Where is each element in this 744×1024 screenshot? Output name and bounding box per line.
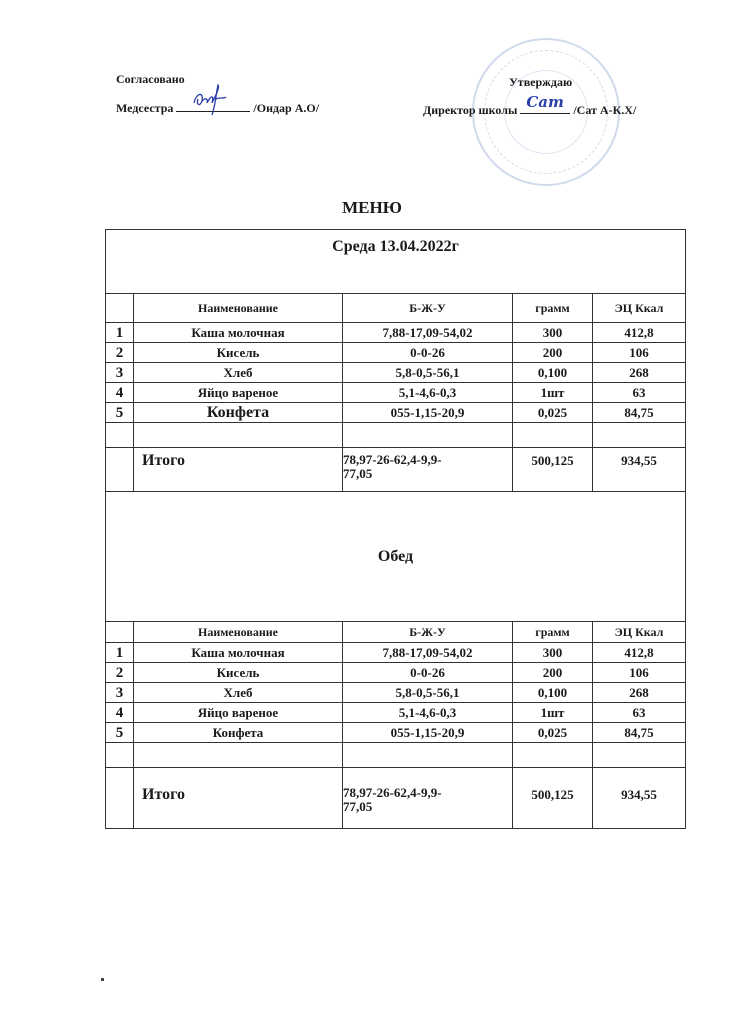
cell-kcal: 63 <box>592 702 686 723</box>
cell-bju: 0-0-26 <box>342 662 513 683</box>
total-label: Итого <box>133 447 343 492</box>
nurse-signature-line <box>176 99 250 112</box>
cell-gram: 200 <box>512 342 593 363</box>
cell-kcal: 106 <box>592 342 686 363</box>
total-bju-line2: 77,05 <box>343 466 373 481</box>
header-col-gram: грамм <box>512 621 593 643</box>
cell-name: Каша молочная <box>133 322 343 343</box>
nurse-role-label: Медсестра <box>116 101 174 115</box>
cell-n: 3 <box>105 362 134 383</box>
document-title: МЕНЮ <box>342 198 402 217</box>
cell-n: 4 <box>105 382 134 403</box>
cell-kcal: 84,75 <box>592 722 686 743</box>
cell-kcal: 63 <box>592 382 686 403</box>
total-bju-line1: 78,97-26-62,4-9,9- <box>343 452 442 467</box>
cell-n: 1 <box>105 642 134 663</box>
total-gram: 500,125 <box>512 447 593 492</box>
cell-n: 4 <box>105 702 134 723</box>
cell-gram: 1шт <box>512 702 593 723</box>
header-col-number <box>105 621 134 643</box>
total-gram: 500,125 <box>512 767 593 829</box>
header-col-number <box>105 293 134 323</box>
cell-bju: 0-0-26 <box>342 342 513 363</box>
empty-cell <box>105 422 134 448</box>
total-label: Итого <box>133 767 343 829</box>
director-handwritten-signature: Сат <box>526 93 564 111</box>
cell-n: 5 <box>105 722 134 743</box>
cell-name: Кисель <box>133 342 343 363</box>
nurse-name: /Ондар А.О/ <box>253 101 320 115</box>
cell-n: 5 <box>105 402 134 423</box>
cell-bju: 055-1,15-20,9 <box>342 402 513 423</box>
cell-gram: 300 <box>512 642 593 663</box>
director-role-label: Директор школы <box>423 103 518 117</box>
empty-cell <box>133 422 343 448</box>
empty-cell <box>592 742 686 768</box>
cell-name: Каша молочная <box>133 642 343 663</box>
cell-bju: 5,1-4,6-0,3 <box>342 702 513 723</box>
cell-n: 3 <box>105 682 134 703</box>
cell-kcal: 412,8 <box>592 322 686 343</box>
cell-gram: 0,100 <box>512 682 593 703</box>
cell-kcal: 268 <box>592 362 686 383</box>
total-bju <box>342 767 513 829</box>
cell-name: Конфета <box>133 402 343 423</box>
approval-right-heading: Утверждаю <box>509 75 573 89</box>
cell-name: Хлеб <box>133 682 343 703</box>
director-name: /Сат А-К.Х/ <box>573 103 637 117</box>
empty-cell <box>512 422 593 448</box>
section-title-breakfast: Среда 13.04.2022г <box>105 229 686 294</box>
cell-bju: 5,8-0,5-56,1 <box>342 682 513 703</box>
cell-bju: 7,88-17,09-54,02 <box>342 322 513 343</box>
cell-name: Яйцо вареное <box>133 702 343 723</box>
director-signature-line <box>520 93 570 114</box>
cell-gram: 200 <box>512 662 593 683</box>
empty-cell <box>133 742 343 768</box>
header-col-kcal: ЭЦ Ккал <box>592 293 686 323</box>
cell-n: 2 <box>105 342 134 363</box>
cell-name: Яйцо вареное <box>133 382 343 403</box>
cell-gram: 0,025 <box>512 722 593 743</box>
cell-n: 1 <box>105 322 134 343</box>
approval-left-line <box>116 99 319 116</box>
cell-kcal: 106 <box>592 662 686 683</box>
header-col-bju: Б-Ж-У <box>342 621 513 643</box>
section-title-lunch: Обед <box>105 491 686 622</box>
total-bju <box>342 447 513 492</box>
cell-gram: 300 <box>512 322 593 343</box>
cell-name: Конфета <box>133 722 343 743</box>
header-col-gram: грамм <box>512 293 593 323</box>
cell-gram: 0,100 <box>512 362 593 383</box>
total-bju-line1: 78,97-26-62,4-9,9- <box>343 785 442 800</box>
cell-gram: 1шт <box>512 382 593 403</box>
empty-cell <box>342 422 513 448</box>
cell-n: 2 <box>105 662 134 683</box>
scan-speck <box>101 978 104 981</box>
cell-bju: 5,8-0,5-56,1 <box>342 362 513 383</box>
cell-name: Хлеб <box>133 362 343 383</box>
empty-cell <box>105 742 134 768</box>
cell-kcal: 84,75 <box>592 402 686 423</box>
total-bju-line2: 77,05 <box>343 799 373 814</box>
empty-cell <box>342 742 513 768</box>
header-col-bju: Б-Ж-У <box>342 293 513 323</box>
header-col-name: Наименование <box>133 621 343 643</box>
total-kcal: 934,55 <box>592 447 686 492</box>
approval-left-heading: Согласовано <box>116 72 185 86</box>
header-col-name: Наименование <box>133 293 343 323</box>
cell-bju: 5,1-4,6-0,3 <box>342 382 513 403</box>
nurse-handwritten-signature <box>190 83 230 117</box>
cell-kcal: 412,8 <box>592 642 686 663</box>
cell-bju: 055-1,15-20,9 <box>342 722 513 743</box>
cell-name: Кисель <box>133 662 343 683</box>
total-number-cell <box>105 447 134 492</box>
cell-bju: 7,88-17,09-54,02 <box>342 642 513 663</box>
header-col-kcal: ЭЦ Ккал <box>592 621 686 643</box>
cell-kcal: 268 <box>592 682 686 703</box>
empty-cell <box>512 742 593 768</box>
total-number-cell <box>105 767 134 829</box>
total-kcal: 934,55 <box>592 767 686 829</box>
empty-cell <box>592 422 686 448</box>
approval-right-line <box>423 93 637 118</box>
cell-gram: 0,025 <box>512 402 593 423</box>
